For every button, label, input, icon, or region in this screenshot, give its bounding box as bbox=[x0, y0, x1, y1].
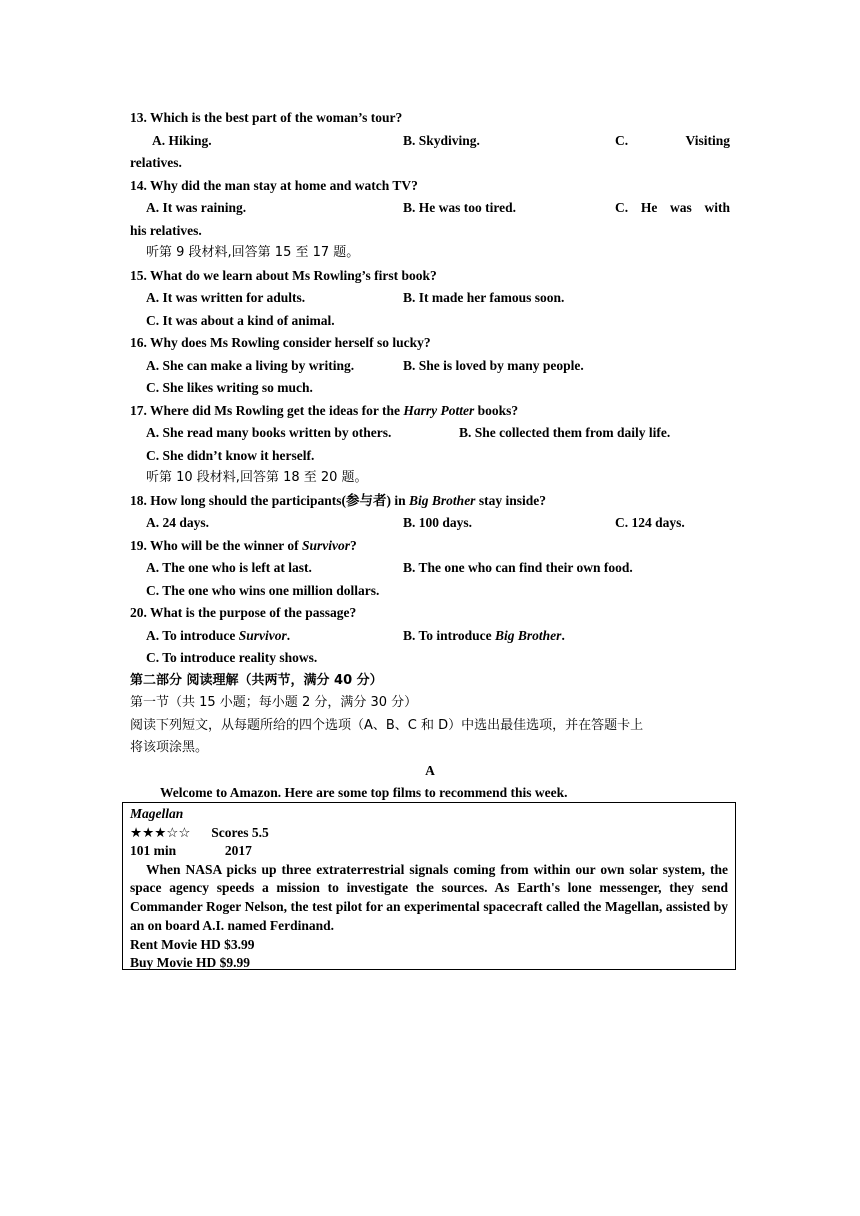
q20-option-b-post: . bbox=[561, 627, 565, 643]
q14-option-c-w1: C. bbox=[615, 200, 629, 215]
q15-option-a: A. It was written for adults. bbox=[146, 290, 306, 305]
film-buy: Buy Movie HD $9.99 bbox=[130, 955, 250, 971]
q16-option-b: B. She is loved by many people. bbox=[403, 357, 584, 373]
question-15: 15. What do we learn about Ms Rowling’s first book? bbox=[130, 267, 437, 283]
q15-option-c: C. It was about a kind of animal. bbox=[146, 312, 335, 328]
q13-option-c bbox=[615, 130, 730, 153]
section-9-instruction: 听第 9 段材料,回答第 15 至 17 题。 bbox=[146, 245, 360, 260]
q20-option-b-title: Big Brother bbox=[495, 627, 562, 643]
q20-option-c: C. To introduce reality shows. bbox=[146, 650, 318, 665]
q14-options bbox=[130, 197, 730, 220]
film-year: 2017 bbox=[224, 843, 252, 858]
film-description: When NASA picks up three extraterrestrial signals coming from within our own solar system, the space agency speeds a mission to investigate the sources. As Earth's lone messenger, they send Commander Roger Nelson, the test pilot for an experimental spacecraft called the Magellan, assisted by an on board A.I. named Ferdinand. bbox=[130, 861, 728, 933]
film-meta bbox=[130, 842, 728, 861]
film-rent: Rent Movie HD $3.99 bbox=[130, 936, 255, 952]
q19-text-post: ? bbox=[350, 537, 357, 553]
q18-text-post: stay inside? bbox=[475, 492, 546, 508]
q19-option-a: A. The one who is left at last. bbox=[146, 560, 312, 575]
part2-instructions-line2: 将该项涂黑。 bbox=[130, 740, 209, 755]
q17-option-b: B. She collected them from daily life. bbox=[459, 425, 671, 440]
q14-option-c bbox=[615, 197, 730, 220]
q20-options-ab bbox=[130, 625, 730, 648]
question-18 bbox=[130, 490, 730, 513]
q17-text-post: books? bbox=[474, 402, 519, 418]
q14-option-c-w2: He bbox=[640, 200, 658, 215]
part2-instructions-line1: 阅读下列短文，从每题所给的四个选项（A、B、C 和 D）中选出最佳选项，并在答题卡上 bbox=[130, 717, 644, 733]
q16-option-a: A. She can make a living by writing. bbox=[146, 357, 355, 373]
q18-show-title: Big Brother bbox=[409, 492, 476, 508]
q20-option-a bbox=[146, 628, 290, 643]
q18-options bbox=[130, 512, 730, 535]
q17-options-ab bbox=[130, 422, 730, 445]
q18-option-a: A. 24 days. bbox=[146, 515, 210, 530]
question-17 bbox=[130, 400, 730, 423]
q15-options-ab bbox=[130, 287, 730, 310]
q16-option-c: C. She likes writing so much. bbox=[146, 380, 313, 395]
q18-text-pre: 18. How long should the participants(参与者) in bbox=[130, 492, 410, 508]
q20-option-b-pre: B. To introduce bbox=[403, 627, 496, 643]
question-19 bbox=[130, 535, 730, 558]
q20-option-b bbox=[403, 625, 565, 648]
q19-text-pre: 19. Who will be the winner of bbox=[130, 537, 303, 553]
q13-option-c-letter: C. bbox=[615, 132, 629, 148]
q20-option-a-post: . bbox=[286, 627, 291, 643]
passage-intro: Welcome to Amazon. Here are some top films to recommend this week. bbox=[160, 785, 568, 800]
film-box bbox=[122, 802, 736, 970]
q15-option-b: B. It made her famous soon. bbox=[403, 290, 565, 305]
film-rating bbox=[130, 824, 728, 843]
q14-option-c-w4: with bbox=[704, 200, 730, 215]
film-title-text: Magellan bbox=[130, 806, 184, 821]
q19-show-title: Survivor bbox=[302, 537, 351, 553]
q17-book-title: Harry Potter bbox=[403, 402, 475, 418]
film-stars: ★★★☆☆ bbox=[130, 824, 191, 841]
question-20: 20. What is the purpose of the passage? bbox=[130, 605, 357, 620]
q14-option-c-continued: his relatives. bbox=[130, 222, 202, 238]
q18-option-b: B. 100 days. bbox=[403, 515, 473, 530]
film-duration: 101 min bbox=[130, 843, 177, 858]
q17-text-pre: 17. Where did Ms Rowling get the ideas for the bbox=[130, 402, 404, 418]
q20-option-a-title: Survivor bbox=[238, 627, 287, 643]
q17-option-a: A. She read many books written by others. bbox=[146, 425, 392, 440]
q14-option-b: B. He was too tired. bbox=[403, 200, 516, 215]
question-16: 16. Why does Ms Rowling consider herself so lucky? bbox=[130, 335, 431, 350]
film-title bbox=[130, 805, 728, 824]
q17-option-c: C. She didn’t know it herself. bbox=[146, 447, 315, 463]
question-13: 13. Which is the best part of the woman’s tour? bbox=[130, 110, 403, 125]
q13-option-c-continued: relatives. bbox=[130, 155, 182, 170]
section-10-instruction: 听第 10 段材料,回答第 18 至 20 题。 bbox=[146, 470, 368, 485]
q16-options-ab bbox=[130, 355, 730, 378]
q14-option-c-w3: was bbox=[670, 200, 692, 215]
q19-options-ab bbox=[130, 557, 730, 580]
q19-option-b: B. The one who can find their own food. bbox=[403, 560, 633, 575]
q20-option-a-pre: A. To introduce bbox=[146, 627, 239, 643]
part2-heading: 第二部分 阅读理解（共两节，满分 40 分） bbox=[130, 672, 383, 688]
film-score: Scores 5.5 bbox=[211, 824, 269, 840]
q19-option-c: C. The one who wins one million dollars. bbox=[146, 582, 380, 598]
q14-option-a: A. It was raining. bbox=[146, 200, 247, 215]
question-14: 14. Why did the man stay at home and watch TV? bbox=[130, 177, 418, 193]
exam-page bbox=[130, 107, 730, 805]
part2-section1: 第一节（共 15 小题；每小题 2 分，满分 30 分） bbox=[130, 695, 418, 710]
q18-option-c: C. 124 days. bbox=[615, 515, 685, 530]
q13-options bbox=[130, 130, 730, 153]
passage-label: A bbox=[425, 762, 435, 778]
q13-option-c-word: Visiting bbox=[685, 132, 730, 148]
q13-option-b: B. Skydiving. bbox=[403, 132, 480, 148]
q13-option-a: A. Hiking. bbox=[152, 132, 212, 148]
